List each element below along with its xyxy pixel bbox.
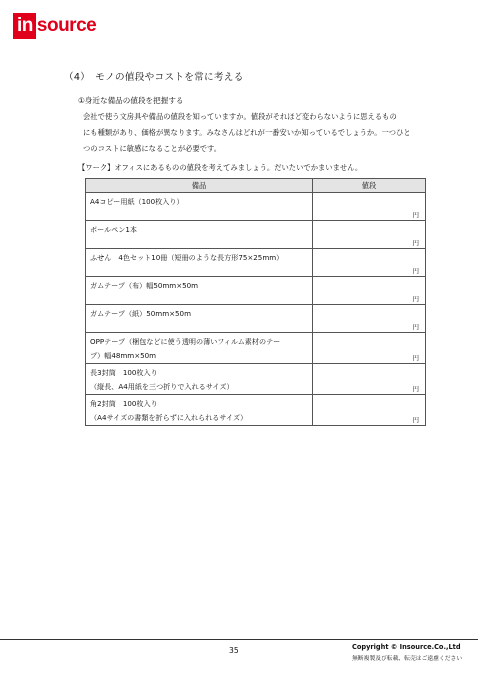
price-cell[interactable] bbox=[313, 305, 426, 333]
yen-unit: 円 bbox=[412, 267, 419, 275]
body-line-2: にも種類があり、価格が異なります。みなさんはどれが一番安いか知っているでしょうか。一つひと bbox=[83, 128, 411, 137]
header-price: 値段 bbox=[313, 179, 426, 193]
price-cell[interactable] bbox=[313, 395, 426, 426]
section-title: （4） モノの値段やコストを常に考える bbox=[64, 72, 244, 83]
price-worksheet-table bbox=[85, 178, 426, 426]
table-row bbox=[86, 364, 426, 395]
yen-unit: 円 bbox=[412, 295, 419, 303]
body-paragraph bbox=[83, 109, 439, 157]
yen-unit: 円 bbox=[412, 323, 419, 331]
table-row bbox=[86, 193, 426, 221]
table-row bbox=[86, 333, 426, 364]
logo-source-text: source bbox=[36, 15, 97, 36]
item-name: A4コピー用紙（100枚入り） bbox=[86, 193, 313, 221]
footer-divider bbox=[0, 639, 478, 640]
table-row bbox=[86, 249, 426, 277]
price-cell[interactable] bbox=[313, 364, 426, 395]
price-cell[interactable] bbox=[313, 277, 426, 305]
item-name: ガムテープ（布）幅50mm×50m bbox=[86, 277, 313, 305]
table-header-row bbox=[86, 179, 426, 193]
price-cell[interactable] bbox=[313, 249, 426, 277]
yen-unit: 円 bbox=[412, 211, 419, 219]
price-cell[interactable] bbox=[313, 193, 426, 221]
body-line-1: 会社で使う文房具や備品の値段を知っていますか。値段がそれほど変わらないように思えるもの bbox=[83, 112, 397, 121]
item-name: OPPテープ（梱包などに使う透明の薄いフィルム素材のテー プ）幅48mm×50m bbox=[86, 333, 313, 364]
work-intro: 【ワーク】オフィスにあるものの値段を考えてみましょう。だいたいでかまいません。 bbox=[78, 163, 363, 172]
item-name: ガムテープ（紙）50mm×50m bbox=[86, 305, 313, 333]
table-row bbox=[86, 221, 426, 249]
reproduction-notice: 無断複製及び転載、転売はご遠慮ください bbox=[352, 656, 463, 662]
table-row bbox=[86, 277, 426, 305]
header-item: 備品 bbox=[86, 179, 313, 193]
item-name: 長3封筒 100枚入り （縦長、A4用紙を三つ折りで入れるサイズ） bbox=[86, 364, 313, 395]
price-cell[interactable] bbox=[313, 221, 426, 249]
yen-unit: 円 bbox=[412, 416, 419, 424]
item-name: ふせん 4色セット10冊（短冊のような長方形75×25mm） bbox=[86, 249, 313, 277]
price-cell[interactable] bbox=[313, 333, 426, 364]
yen-unit: 円 bbox=[412, 354, 419, 362]
yen-unit: 円 bbox=[412, 239, 419, 247]
page-number: 35 bbox=[229, 646, 239, 655]
item-name: 角2封筒 100枚入り （A4サイズの書類を折らずに入れられるサイズ） bbox=[86, 395, 313, 426]
table-row bbox=[86, 395, 426, 426]
table-row bbox=[86, 305, 426, 333]
item-name: ボールペン1本 bbox=[86, 221, 313, 249]
body-line-3: つのコストに敏感になることが必要です。 bbox=[83, 144, 222, 153]
sub-title: ①身近な備品の値段を把握する bbox=[78, 96, 184, 105]
insource-logo bbox=[13, 13, 96, 39]
yen-unit: 円 bbox=[412, 385, 419, 393]
logo-in-mark: in bbox=[13, 13, 36, 39]
copyright-text: Copyright © Insource.Co.,Ltd bbox=[352, 643, 461, 651]
